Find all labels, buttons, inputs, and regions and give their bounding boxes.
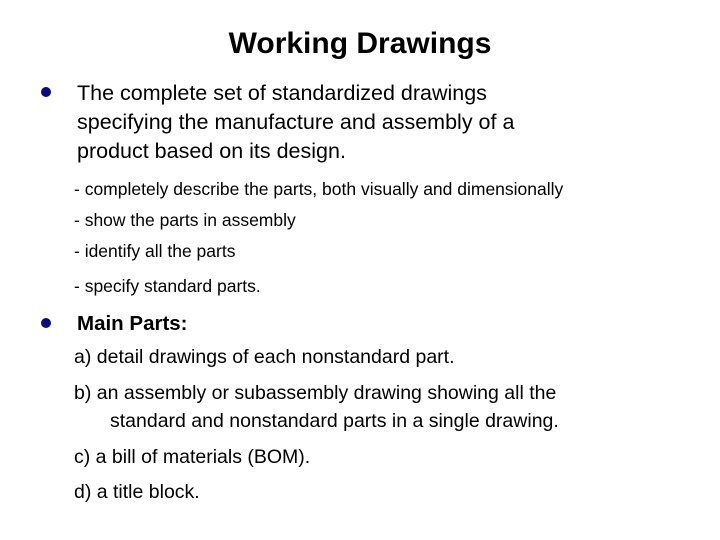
part-item: c) a bill of materials (BOM). <box>74 446 311 468</box>
sub-item: - completely describe the parts, both visually and dimensionally <box>74 179 564 199</box>
part-item: a) detail drawings of each nonstandard part. <box>74 346 455 368</box>
bullet-icon <box>41 87 51 97</box>
part-item-continuation: standard and nonstandard parts in a single drawing. <box>110 410 559 432</box>
bullet-icon <box>41 318 51 328</box>
sub-item: - specify standard parts. <box>74 276 261 296</box>
sub-item: - show the parts in assembly <box>74 210 296 230</box>
bullet-1-line-3: product based on its design. <box>77 139 346 163</box>
slide-title: Working Drawings <box>228 27 492 60</box>
bullet-1-line-1: The complete set of standardized drawings <box>77 81 487 105</box>
main-parts-heading: Main Parts: <box>77 312 188 335</box>
sub-item: - identify all the parts <box>74 241 236 261</box>
part-item: d) a title block. <box>74 481 200 503</box>
bullet-1-line-2: specifying the manufacture and assembly of a <box>77 110 515 134</box>
part-item: b) an assembly or subassembly drawing showing all the <box>74 382 557 404</box>
